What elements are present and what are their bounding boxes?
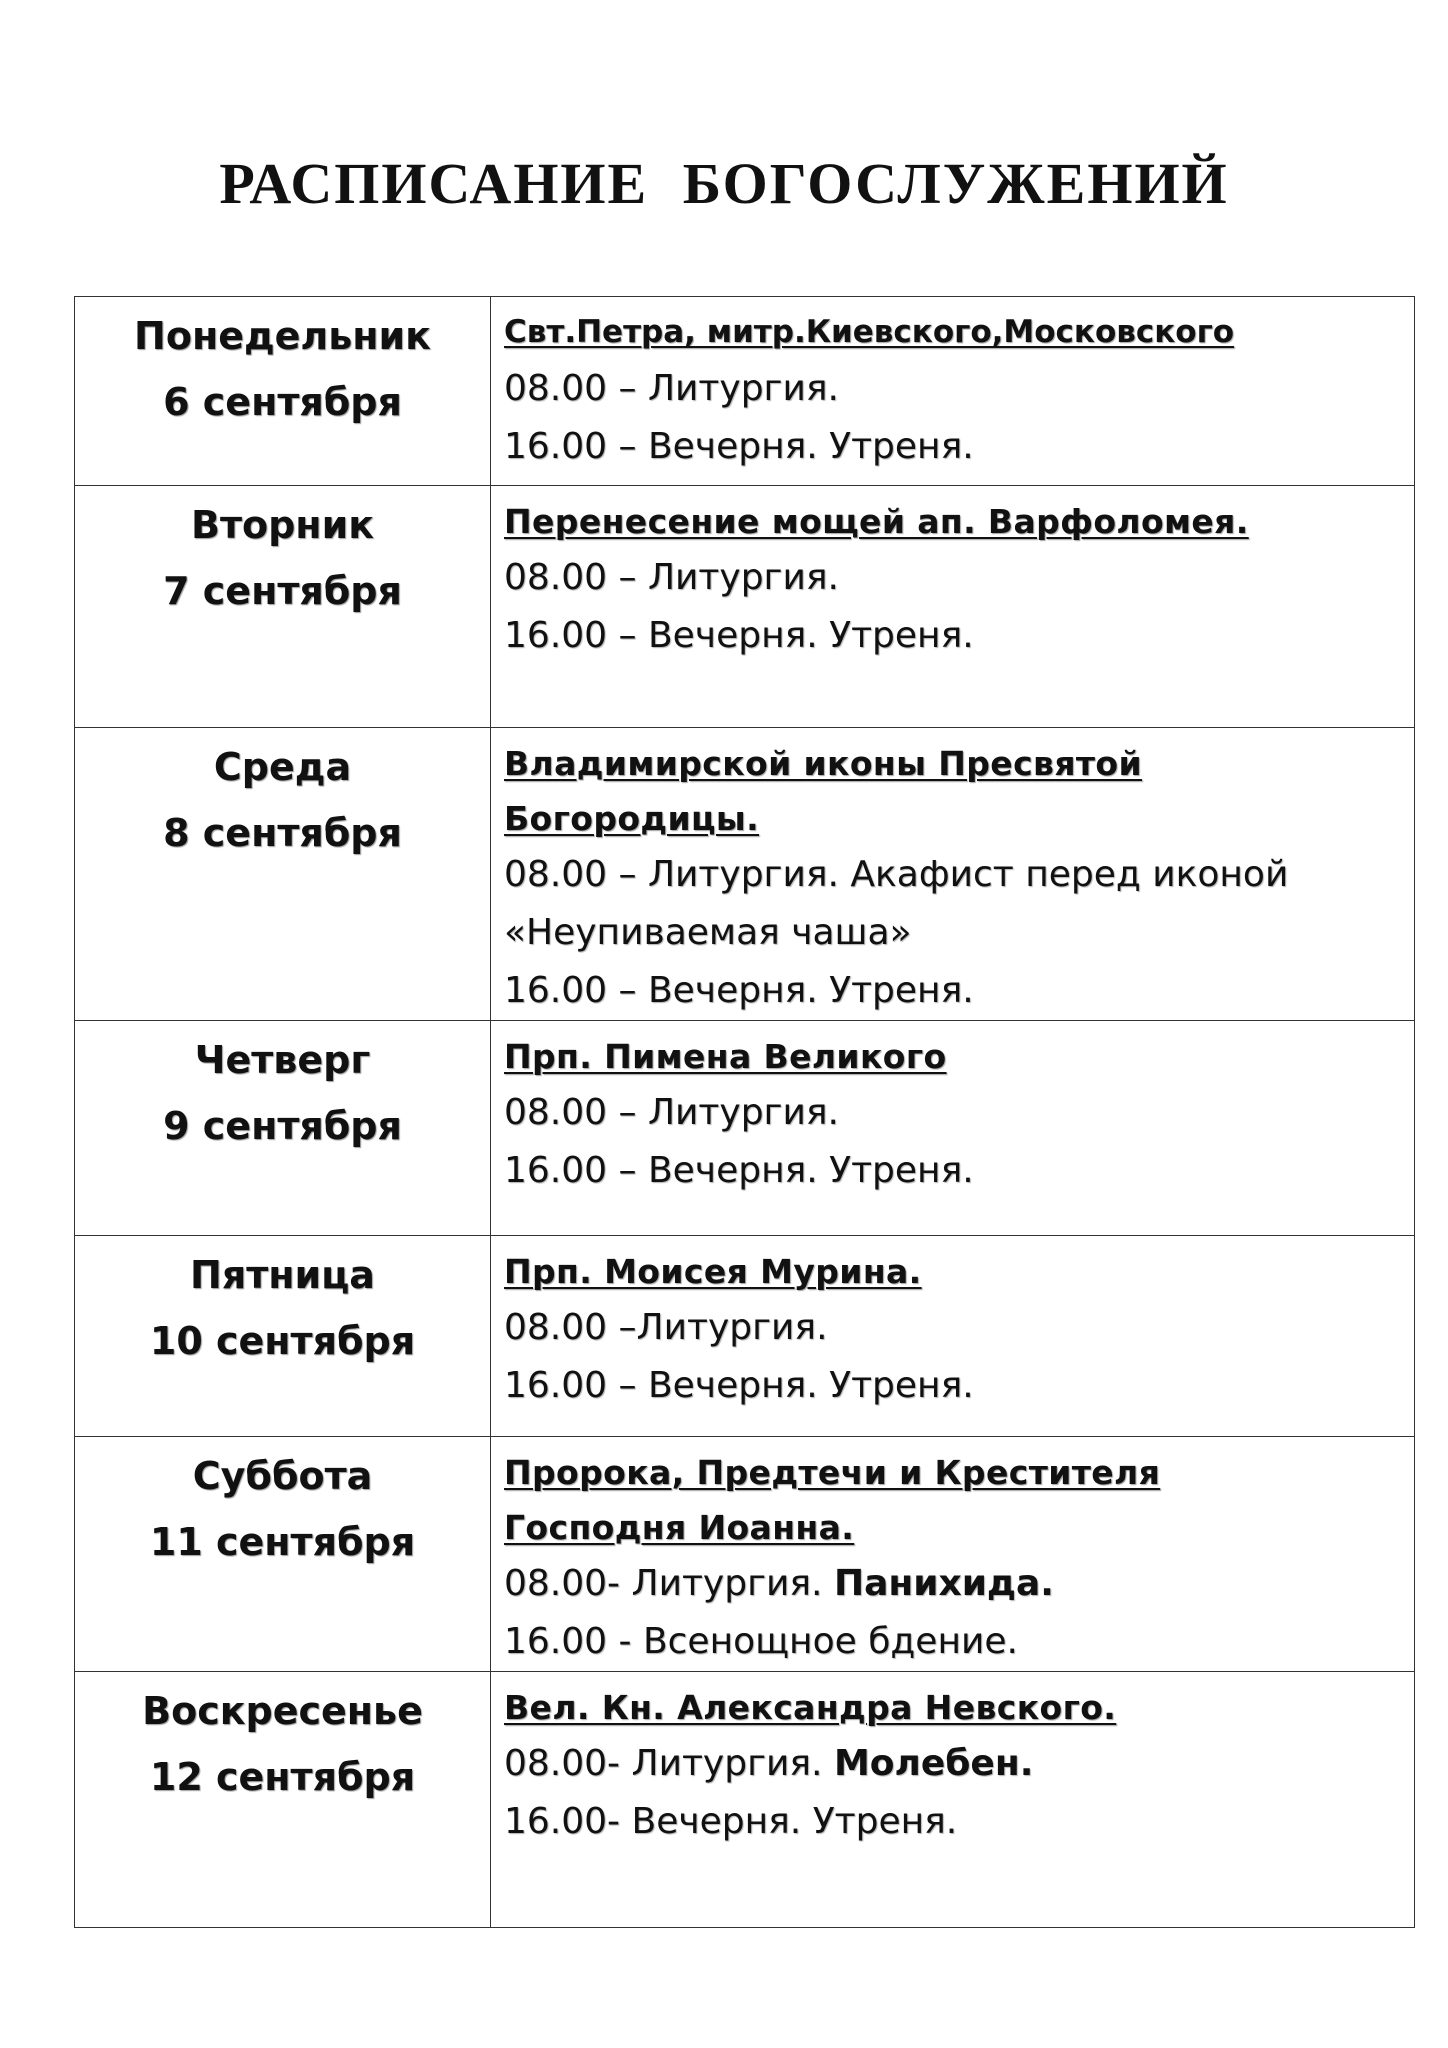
schedule-table	[74, 296, 1415, 1928]
feast-title: Свт.Петра, митр.Киевского,Московского	[504, 314, 1235, 350]
date-label: 9 сентября	[163, 1104, 402, 1148]
day-cell	[75, 1021, 491, 1236]
weekday-label: Пятница	[190, 1253, 375, 1297]
day-cell	[75, 1236, 491, 1437]
weekday-label: Суббота	[192, 1454, 373, 1498]
weekday-label: Вторник	[191, 503, 374, 547]
services-cell	[491, 1672, 1415, 1928]
date-label: 12 сентября	[149, 1755, 416, 1799]
feast-title: Владимирской иконы Пресвятой Богородицы.	[504, 744, 1143, 838]
date-label: 8 сентября	[163, 811, 402, 855]
date-label: 7 сентября	[163, 569, 402, 613]
service-line: 16.00 - Всенощное бдение.	[504, 1621, 1018, 1662]
services-cell	[491, 1236, 1415, 1437]
date-label: 10 сентября	[149, 1319, 416, 1363]
feast-title: Пророка, Предтечи и Крестителя Господня Иоанна.	[504, 1453, 1161, 1547]
day-cell	[75, 1437, 491, 1672]
day-cell	[75, 1672, 491, 1928]
day-cell	[75, 728, 491, 1021]
schedule-row-saturday	[75, 1437, 1415, 1672]
services-cell	[491, 486, 1415, 728]
day-cell	[75, 486, 491, 728]
service-line: 16.00 – Вечерня. Утреня.	[504, 1150, 974, 1191]
weekday-label: Понедельник	[134, 314, 431, 358]
schedule-row-thursday	[75, 1021, 1415, 1236]
service-line: 16.00 – Вечерня. Утреня.	[504, 970, 974, 1011]
feast-title: Перенесение мощей ап. Варфоломея.	[504, 502, 1249, 541]
service-line: 16.00 – Вечерня. Утреня.	[504, 1365, 974, 1406]
feast-title: Вел. Кн. Александра Невского.	[504, 1688, 1117, 1727]
services-cell	[491, 1437, 1415, 1672]
date-label: 6 сентября	[163, 380, 402, 424]
schedule-row-friday	[75, 1236, 1415, 1437]
services-cell	[491, 1021, 1415, 1236]
service-line: 08.00 – Литургия.	[504, 1092, 839, 1133]
day-cell	[75, 297, 491, 486]
schedule-row-sunday	[75, 1672, 1415, 1928]
weekday-label: Среда	[213, 745, 352, 789]
service-line: 08.00- Литургия. Молебен.	[504, 1743, 1034, 1784]
service-line: 16.00- Вечерня. Утреня.	[504, 1801, 958, 1842]
schedule-row-monday	[75, 297, 1415, 486]
page-title: РАСПИСАНИЕ БОГОСЛУЖЕНИЙ	[219, 151, 1229, 216]
services-cell	[491, 728, 1415, 1021]
service-line: 08.00 – Литургия. Акафист перед иконой «Неупиваемая чаша»	[504, 854, 1289, 953]
service-line: 16.00 – Вечерня. Утреня.	[504, 426, 974, 467]
weekday-label: Четверг	[194, 1038, 371, 1082]
service-line: 08.00 – Литургия.	[504, 368, 839, 409]
service-line: 08.00 – Литургия.	[504, 557, 839, 598]
feast-title: Прп. Пимена Великого	[504, 1037, 947, 1076]
service-line: 08.00 –Литургия.	[504, 1307, 828, 1348]
service-line: 16.00 – Вечерня. Утреня.	[504, 615, 974, 656]
weekday-label: Воскресенье	[142, 1689, 423, 1733]
services-cell	[491, 297, 1415, 486]
feast-title: Прп. Моисея Мурина.	[504, 1252, 922, 1291]
schedule-row-wednesday	[75, 728, 1415, 1021]
service-line: 08.00- Литургия. Панихида.	[504, 1563, 1054, 1604]
schedule-row-tuesday	[75, 486, 1415, 728]
date-label: 11 сентября	[149, 1520, 416, 1564]
